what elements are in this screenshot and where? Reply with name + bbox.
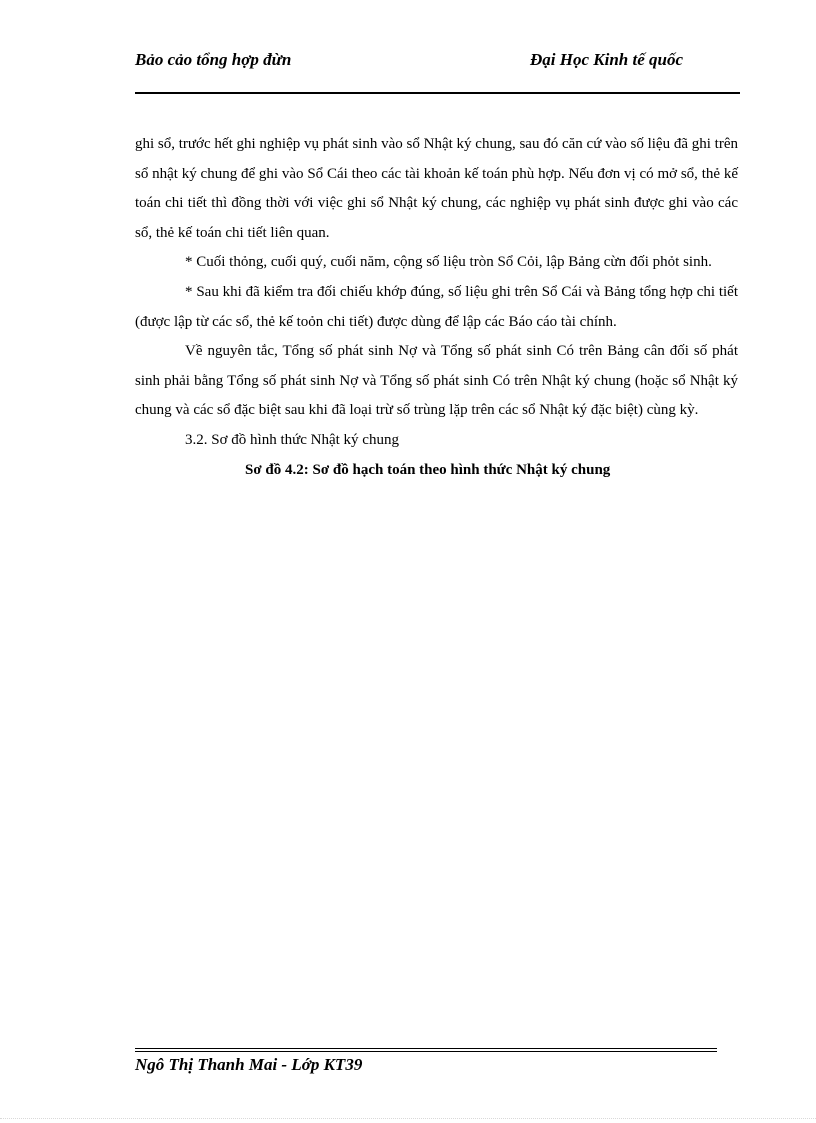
document-body bbox=[135, 130, 738, 485]
paragraph-reconciliation: * Sau khi đã kiểm tra đối chiếu khớp đúng, số liệu ghi trên Sổ Cái và Bảng tổng hợp chi tiết (được lập từ các sổ, thẻ kế toỏn chi tiết) được dùng để lập các Báo cáo tài chính. bbox=[135, 283, 738, 330]
header-divider bbox=[135, 92, 740, 94]
section-heading: 3.2. Sơ đồ hình thức Nhật ký chung bbox=[185, 431, 399, 448]
paragraph-ledger-recording: ghi sổ, trước hết ghi nghiệp vụ phát sinh vào sổ Nhật ký chung, sau đó căn cứ vào số liệu đã ghi trên sổ nhật ký chung để ghi vào Sổ Cái theo các tài khoản kế toán phù hợp. Nếu đơn vị có mở sổ, thẻ kế toán chi tiết thì đồng thời với việc ghi sổ Nhật ký chung, các nghiệp vụ phát sinh được ghi vào các sổ, thẻ kế toán chi tiết liên quan. bbox=[135, 136, 738, 241]
header-report-title: Bảo cảo tổng hợp đừn bbox=[135, 50, 292, 69]
footer-divider bbox=[135, 1048, 717, 1052]
footer-author: Ngô Thị Thanh Mai - Lớp KT39 bbox=[135, 1055, 363, 1074]
paragraph-principle: Về nguyên tắc, Tổng số phát sinh Nợ và Tổng số phát sinh Có trên Bảng cân đối số phát sinh phải bằng Tổng số phát sinh Nợ và Tổng số phát sinh Có trên Nhật ký chung (hoặc sổ Nhật ký chung và các sổ đặc biệt sau khi đã loại trừ số trùng lặp trên các sổ Nhật ký đặc biệt) cùng kỳ. bbox=[135, 343, 738, 419]
paragraph-period-end: * Cuối thỏng, cuối quý, cuối năm, cộng số liệu tròn Sổ Cỏi, lập Bảng cừn đối phỏt sinh. bbox=[185, 254, 712, 271]
header-university-name: Đại Học Kinh tế quốc bbox=[530, 50, 684, 69]
figure-caption: Sơ đồ 4.2: Sơ đồ hạch toán theo hình thức Nhật ký chung bbox=[245, 461, 611, 478]
page-bottom-border bbox=[0, 1118, 816, 1119]
